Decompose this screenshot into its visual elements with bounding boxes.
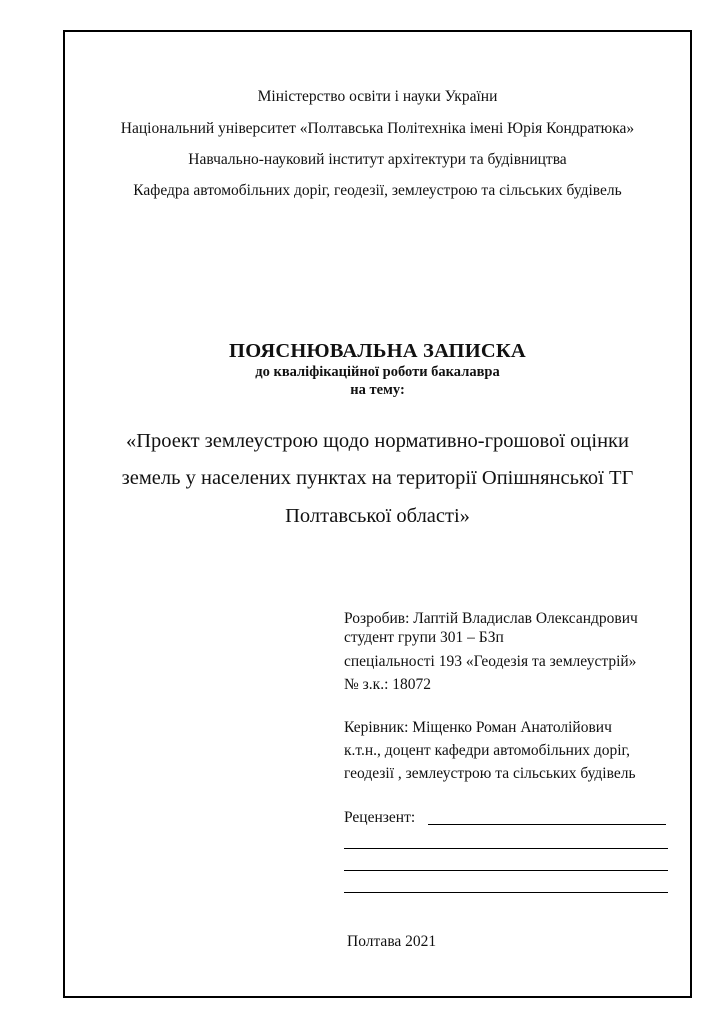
supervisor-position-2: геодезії , землеустрою та сільських будівель [344, 765, 636, 782]
author-group: студент групи 301 – БЗп [344, 629, 504, 646]
institute-name: Навчально-науковий інститут архітектури та будівництва [188, 151, 567, 168]
document-subtitle-work: до кваліфікаційної роботи бакалавра [255, 364, 500, 380]
author-record-book: № з.к.: 18072 [344, 676, 431, 693]
topic-line-1: «Проект землеустрою щодо нормативно-грошової оцінки [125, 430, 629, 452]
city-and-year: Полтава 2021 [347, 933, 437, 950]
reviewer-blank-line-1 [344, 848, 668, 849]
author-specialty: спеціальності 193 «Геодезія та землеустрій» [344, 653, 637, 670]
document-title: ПОЯСНЮВАЛЬНА ЗАПИСКА [229, 340, 526, 362]
reviewer-signature-line [428, 824, 666, 825]
author-name: Розробив: Лаптій Владислав Олександрович [344, 610, 638, 627]
reviewer-blank-line-3 [344, 892, 668, 893]
reviewer-blank-line-2 [344, 870, 668, 871]
supervisor-position-1: к.т.н., доцент кафедри автомобільних доріг, [344, 742, 631, 759]
ministry-name: Міністерство освіти і науки України [257, 88, 498, 105]
reviewer-label: Рецензент: [344, 809, 416, 826]
university-name: Національний університет «Полтавська Політехніка імені Юрія Кондратюка» [120, 120, 635, 137]
topic-line-3: Полтавської області» [285, 505, 470, 527]
supervisor-name: Керівник: Міщенко Роман Анатолійович [344, 719, 612, 736]
topic-line-2: земель у населених пунктах на території Опішнянської ТГ [121, 467, 634, 489]
document-subtitle-topic: на тему: [350, 382, 405, 398]
department-name: Кафедра автомобільних доріг, геодезії, землеустрою та сільських будівель [133, 182, 622, 199]
